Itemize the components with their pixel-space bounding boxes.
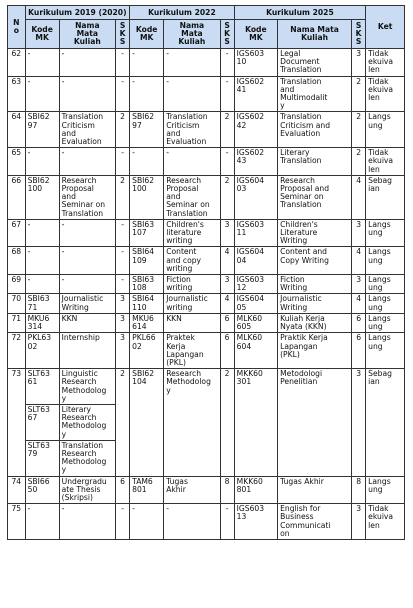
kode-2019: - (25, 247, 59, 275)
nama-2025: Tugas Akhir (278, 476, 352, 504)
row-number: 75 (8, 504, 26, 540)
table-row (8, 148, 405, 176)
row-number: 62 (8, 49, 26, 77)
kode-2022: - (130, 49, 164, 77)
kode-2025: MKK60 801 (234, 476, 277, 504)
header-ket: Ket (366, 6, 405, 49)
keterangan: Langs ung (366, 294, 405, 313)
kode-2022: SBI63 107 (130, 219, 164, 247)
header-sks-2025: S K S (352, 20, 366, 49)
row-number: 71 (8, 313, 26, 332)
sks-2025: 4 (352, 175, 366, 219)
sks-2019: 2 (116, 175, 130, 219)
kode-2022: SBI63 108 (130, 275, 164, 294)
nama-2019: - (59, 504, 115, 540)
nama-2022: KKN (164, 313, 220, 332)
kode-2019: - (25, 148, 59, 176)
nama-2025: Journalistic Writing (278, 294, 352, 313)
nama-2019: Linguistic Research Methodolog y (59, 369, 115, 405)
sks-2025: 2 (352, 112, 366, 148)
row-number: 73 (8, 369, 26, 476)
table-row (8, 294, 405, 313)
nama-2022: Tugas Akhir (164, 476, 220, 504)
nama-2025: Content and Copy Writing (278, 247, 352, 275)
kode-2025: IGS602 43 (234, 148, 277, 176)
table-row (8, 112, 405, 148)
sks-2019: - (116, 504, 130, 540)
kode-2025: IGS603 13 (234, 504, 277, 540)
nama-2019: Journalistic Writing (59, 294, 115, 313)
sks-2019: - (116, 49, 130, 77)
nama-2022: - (164, 76, 220, 112)
sks-2025: 6 (352, 333, 366, 369)
sks-2019: 3 (116, 313, 130, 332)
header-no: N o (8, 6, 26, 49)
nama-2025: Kuliah Kerja Nyata (KKN) (278, 313, 352, 332)
keterangan: Tidak ekuiva len (366, 148, 405, 176)
kode-2022: TAM6 801 (130, 476, 164, 504)
header-kurikulum-2022: Kurikulum 2022 (130, 6, 235, 20)
sks-2019: - (116, 247, 130, 275)
nama-2025: Metodologi Penelitian (278, 369, 352, 476)
kode-2025: IGS603 11 (234, 219, 277, 247)
sks-2025: 3 (352, 49, 366, 77)
header-kurikulum-2025: Kurikulum 2025 (234, 6, 366, 20)
keterangan: Langs ung (366, 476, 405, 504)
keterangan: Langs ung (366, 313, 405, 332)
nama-2019: Undergradu ate Thesis (Skripsi) (59, 476, 115, 504)
nama-2019: - (59, 219, 115, 247)
kode-2019: SBI63 71 (25, 294, 59, 313)
sks-2022: - (220, 49, 234, 77)
nama-2019: - (59, 76, 115, 112)
sks-2019: 3 (116, 333, 130, 369)
sks-2022: 2 (220, 175, 234, 219)
kode-2022: PKL66 02 (130, 333, 164, 369)
sks-2022: - (220, 504, 234, 540)
sks-2025: 2 (352, 76, 366, 112)
nama-2025: Praktik Kerja Lapangan (PKL) (278, 333, 352, 369)
nama-2022: Translation Criticism and Evaluation (164, 112, 220, 148)
table-row (8, 175, 405, 219)
nama-2019: KKN (59, 313, 115, 332)
table-row (8, 476, 405, 504)
nama-2025: Legal Document Translation (278, 49, 352, 77)
table-row (8, 247, 405, 275)
kode-2019: - (25, 76, 59, 112)
table-row (8, 313, 405, 332)
curriculum-equivalence-table (7, 5, 405, 540)
kode-2019: MKU6 314 (25, 313, 59, 332)
kode-2022: SBI64 109 (130, 247, 164, 275)
table-row (8, 76, 405, 112)
nama-2022: Children's literature writing (164, 219, 220, 247)
keterangan: Langs ung (366, 275, 405, 294)
sks-2025: 3 (352, 219, 366, 247)
nama-2025: Translation and Multimodalit y (278, 76, 352, 112)
nama-2022: Journalistic writing (164, 294, 220, 313)
kode-2019: SLT63 67 (25, 404, 59, 440)
keterangan: Langs ung (366, 112, 405, 148)
kode-2019: - (25, 219, 59, 247)
row-number: 69 (8, 275, 26, 294)
nama-2019: - (59, 148, 115, 176)
keterangan: Sebag ian (366, 369, 405, 476)
table-row (8, 275, 405, 294)
sks-2022: 2 (220, 112, 234, 148)
table-row (8, 49, 405, 77)
table-row (8, 333, 405, 369)
kode-2022: - (130, 504, 164, 540)
nama-2025: Literary Translation (278, 148, 352, 176)
kode-2025: MKK60 301 (234, 369, 277, 476)
nama-2019: - (59, 275, 115, 294)
sks-2019: - (116, 76, 130, 112)
nama-2022: Praktek Kerja Lapangan (PKL) (164, 333, 220, 369)
nama-2019: Translation Criticism and Evaluation (59, 112, 115, 148)
sks-2025: 8 (352, 476, 366, 504)
nama-2022: - (164, 504, 220, 540)
nama-2025: English for Business Communicati on (278, 504, 352, 540)
table-body (8, 49, 405, 540)
header-sks-2022: S K S (220, 20, 234, 49)
kode-2025: IGS602 41 (234, 76, 277, 112)
header-sks-2019: S K S (116, 20, 130, 49)
header-nama-2025: Nama Mata Kuliah (278, 20, 352, 49)
row-number: 68 (8, 247, 26, 275)
keterangan: Tidak ekuiva len (366, 504, 405, 540)
nama-2019: Translation Research Methodolog y (59, 440, 115, 476)
header-kurikulum-2019: Kurikulum 2019 (2020) (25, 6, 130, 20)
nama-2022: Research Proposal and Seminar on Translation (164, 175, 220, 219)
row-number: 70 (8, 294, 26, 313)
row-number: 74 (8, 476, 26, 504)
sks-2025: 3 (352, 504, 366, 540)
kode-2022: SBI62 97 (130, 112, 164, 148)
kode-2022: MKU6 614 (130, 313, 164, 332)
sks-2025: 6 (352, 313, 366, 332)
keterangan: Langs ung (366, 219, 405, 247)
sks-2022: 4 (220, 294, 234, 313)
kode-2025: IGS604 05 (234, 294, 277, 313)
row-number: 64 (8, 112, 26, 148)
table-row (8, 219, 405, 247)
sks-2022: 6 (220, 333, 234, 369)
keterangan: Sebag ian (366, 175, 405, 219)
header-kode-2025: Kode MK (234, 20, 277, 49)
row-number: 67 (8, 219, 26, 247)
nama-2022: - (164, 49, 220, 77)
kode-2022: - (130, 148, 164, 176)
kode-2019: SBI66 50 (25, 476, 59, 504)
kode-2025: IGS603 10 (234, 49, 277, 77)
kode-2022: SBI62 100 (130, 175, 164, 219)
kode-2019: SLT63 79 (25, 440, 59, 476)
nama-2019: - (59, 49, 115, 77)
keterangan: Langs ung (366, 247, 405, 275)
kode-2019: - (25, 275, 59, 294)
kode-2019: SLT63 61 (25, 369, 59, 405)
header-kode-2019: Kode MK (25, 20, 59, 49)
sks-2019: 6 (116, 476, 130, 504)
header-kode-2022: Kode MK (130, 20, 164, 49)
nama-2019: Literary Research Methodolog y (59, 404, 115, 440)
sks-2025: 4 (352, 294, 366, 313)
sks-2022: 3 (220, 219, 234, 247)
sks-2022: 2 (220, 369, 234, 476)
nama-2019: Research Proposal and Seminar on Translation (59, 175, 115, 219)
kode-2025: MLK60 604 (234, 333, 277, 369)
sks-2019: - (116, 219, 130, 247)
sks-2022: 4 (220, 247, 234, 275)
sks-2025: 3 (352, 369, 366, 476)
row-number: 72 (8, 333, 26, 369)
sks-2019: - (116, 275, 130, 294)
sks-2019: - (116, 148, 130, 176)
sks-2019: 2 (116, 369, 130, 476)
sks-2022: 8 (220, 476, 234, 504)
kode-2019: - (25, 49, 59, 77)
nama-2022: Content and copy writing (164, 247, 220, 275)
table-row (8, 369, 405, 405)
keterangan: Tidak ekuiva len (366, 76, 405, 112)
kode-2022: SBI64 110 (130, 294, 164, 313)
kode-2025: IGS604 04 (234, 247, 277, 275)
nama-2025: Research Proposal and Seminar on Translation (278, 175, 352, 219)
nama-2025: Fiction Writing (278, 275, 352, 294)
sks-2025: 3 (352, 275, 366, 294)
row-number: 66 (8, 175, 26, 219)
sks-2022: - (220, 76, 234, 112)
kode-2025: IGS602 42 (234, 112, 277, 148)
sks-2022: 6 (220, 313, 234, 332)
nama-2025: Children's Literature Writing (278, 219, 352, 247)
keterangan: Langs ung (366, 333, 405, 369)
kode-2025: IGS604 03 (234, 175, 277, 219)
nama-2022: - (164, 148, 220, 176)
sks-2022: 3 (220, 275, 234, 294)
kode-2019: SBI62 97 (25, 112, 59, 148)
sks-2025: 2 (352, 148, 366, 176)
kode-2025: IGS603 12 (234, 275, 277, 294)
kode-2025: MLK60 605 (234, 313, 277, 332)
header-nama-2022: Nama Mata Kuliah (164, 20, 220, 49)
row-number: 65 (8, 148, 26, 176)
kode-2022: - (130, 76, 164, 112)
nama-2022: Fiction writing (164, 275, 220, 294)
kode-2019: - (25, 504, 59, 540)
sks-2019: 2 (116, 112, 130, 148)
kode-2022: SBI62 104 (130, 369, 164, 476)
table-row (8, 504, 405, 540)
nama-2019: Internship (59, 333, 115, 369)
keterangan: Tidak ekuiva len (366, 49, 405, 77)
header-nama-2019: Nama Mata Kuliah (59, 20, 115, 49)
nama-2022: Research Methodolog y (164, 369, 220, 476)
sks-2019: 3 (116, 294, 130, 313)
row-number: 63 (8, 76, 26, 112)
curriculum-table-wrapper (7, 5, 405, 540)
nama-2025: Translation Criticism and Evaluation (278, 112, 352, 148)
nama-2019: - (59, 247, 115, 275)
sks-2022: - (220, 148, 234, 176)
sks-2025: 4 (352, 247, 366, 275)
kode-2019: SBI62 100 (25, 175, 59, 219)
kode-2019: PKL63 02 (25, 333, 59, 369)
